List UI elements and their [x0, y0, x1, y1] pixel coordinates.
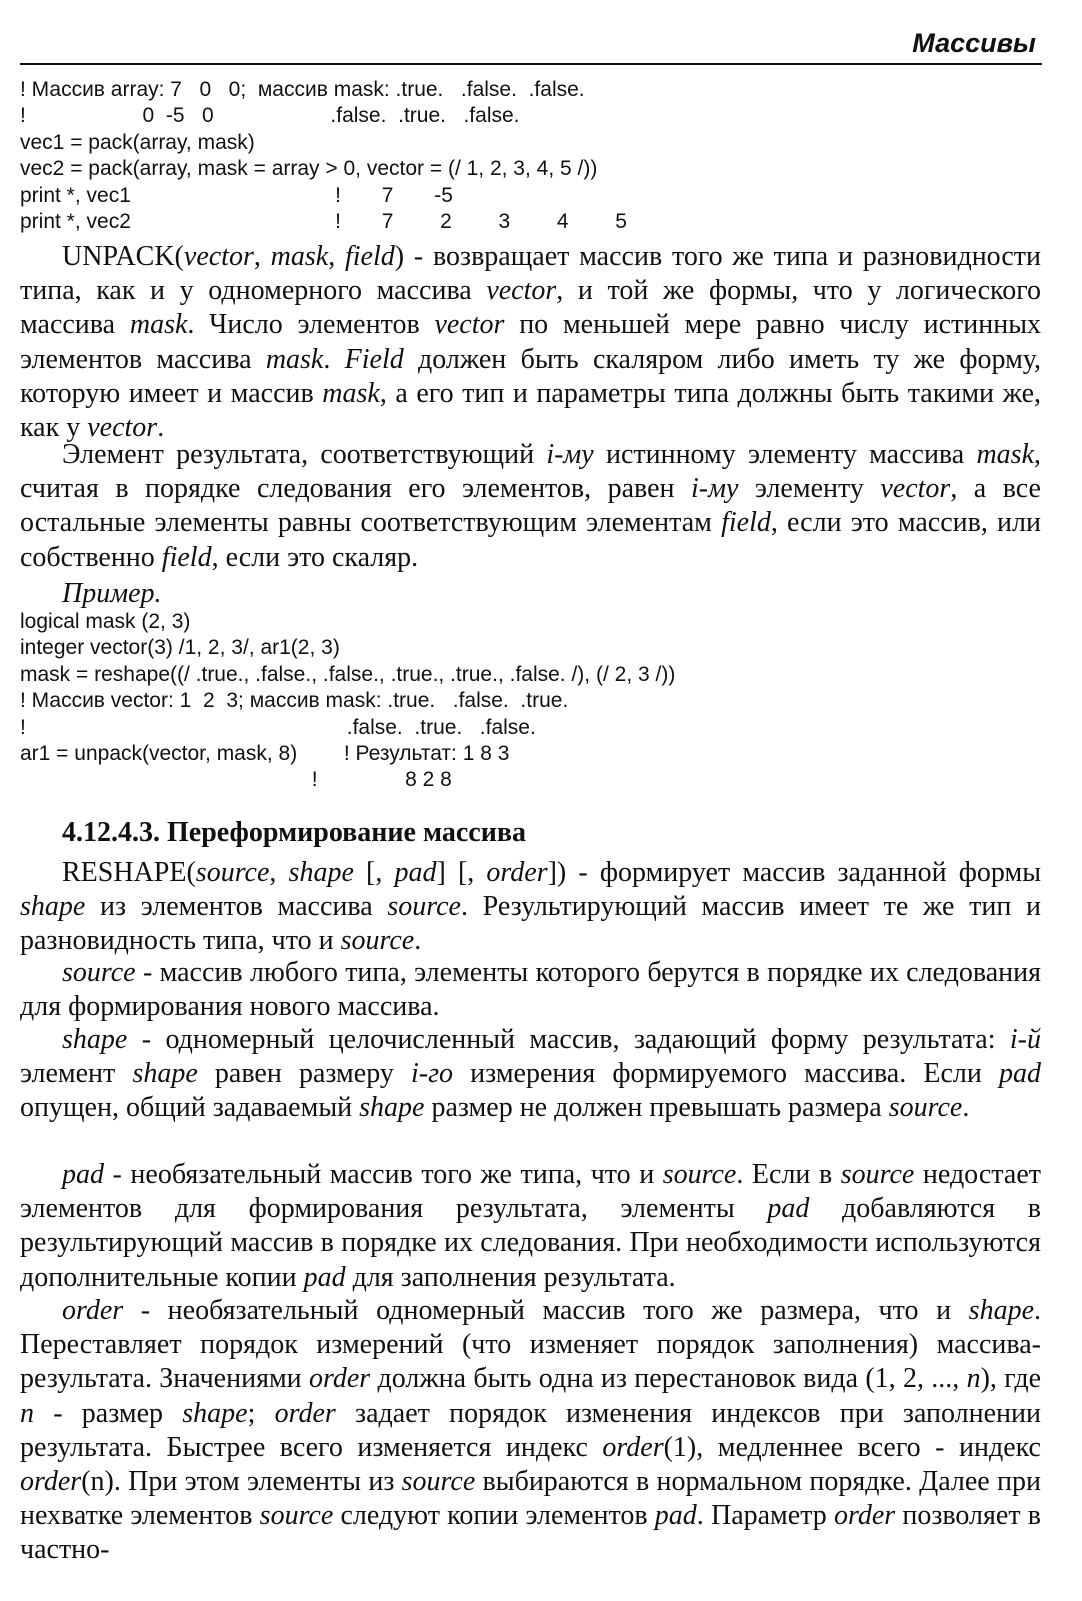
running-header-title: Массивы	[912, 28, 1036, 58]
source-param-description	[20, 956, 1041, 1024]
text-run: - массив любого типа, элементы которого берутся в порядке их следования для формирования нового массива.	[20, 957, 1041, 1023]
italic-term: shape	[968, 1295, 1034, 1326]
text-run: выбираются в нормальном порядке. Далее при нехватке элементов	[20, 1466, 1041, 1532]
text-run: добавляются в результирующий массив в порядке их следования. При необходимости используются дополнительные копии	[20, 1193, 1041, 1293]
text-run: .	[962, 1092, 970, 1124]
italic-term: shape	[132, 1058, 198, 1090]
text-run: . Результирующий массив имеет те же тип и разновидность типа, что и	[20, 891, 1041, 957]
italic-term: order	[20, 1466, 82, 1498]
italic-term: vector	[87, 412, 158, 444]
code-block-unpack	[20, 609, 675, 794]
italic-term: vector	[486, 275, 557, 307]
text-run: UNPACK(	[62, 241, 184, 272]
code-line: ! 0 -5 0 .false. .true. .false.	[20, 104, 520, 128]
section-heading: 4.12.4.3. Переформирование массива	[62, 817, 526, 848]
italic-term: field	[161, 541, 212, 573]
text-run: следуют копии элементов	[333, 1500, 655, 1532]
italic-term: source	[387, 891, 461, 923]
text-run: должна быть одна из перестановок вида (1, 2, ...,	[370, 1363, 967, 1395]
text-run: - одномерный целочисленный массив, задающий форму результата:	[127, 1024, 1010, 1055]
text-run: , считая в порядке следования его элементов, равен	[20, 439, 1041, 505]
text-run: RESHAPE(	[62, 857, 196, 888]
header-rule	[20, 63, 1042, 65]
text-run: , а его тип и параметры типа должны быть такими же, как у	[20, 377, 1041, 444]
italic-term: mask	[265, 343, 324, 375]
italic-term: i-му	[691, 473, 739, 505]
unpack-description	[20, 240, 1041, 445]
italic-term: i-му	[546, 439, 594, 470]
text-run: - необязательный массив того же типа, что и	[104, 1159, 663, 1190]
italic-term: field	[345, 241, 395, 272]
text-run: [,	[353, 857, 395, 888]
text-run: опущен, общий задаваемый	[20, 1092, 360, 1124]
text-run: .	[414, 925, 422, 957]
italic-term: order	[274, 1397, 336, 1429]
italic-term: source	[195, 857, 270, 888]
italic-term: vector	[183, 241, 254, 272]
text-run: .	[323, 343, 345, 375]
order-param-description	[20, 1294, 1041, 1568]
italic-term: mask	[270, 241, 329, 272]
text-run: истинному элементу массива	[593, 439, 977, 470]
italic-term: i-й	[1009, 1024, 1041, 1055]
code-line: print *, vec2 ! 7 2 3 4 5	[20, 210, 627, 234]
code-line: vec1 = pack(array, mask)	[20, 130, 255, 154]
italic-term: vector	[434, 309, 505, 341]
text-run: . Переставляет порядок измерений (что изменяет порядок заполнения) массива-результата. Значениями	[20, 1295, 1041, 1395]
italic-term: mask	[322, 377, 380, 409]
text-run: ;	[247, 1397, 275, 1429]
italic-term: pad	[62, 1159, 104, 1190]
text-run: задает порядок изменения индексов при заполнении результата. Быстрее всего изменяется индекс	[20, 1397, 1042, 1463]
italic-term: order	[486, 857, 548, 888]
italic-term: i-го	[410, 1058, 454, 1090]
text-run: элемент	[20, 1058, 133, 1090]
italic-term: shape	[62, 1024, 128, 1055]
text-run: - размер	[34, 1397, 183, 1429]
text-run: - необязательный одномерный массив того же размера, что и	[123, 1295, 969, 1326]
text-run: (n). При этом элементы из	[81, 1466, 402, 1498]
code-line: mask = reshape((/ .true., .false., .false., .true., .true., .false. /), (/ 2, 3 /))	[20, 662, 676, 686]
text-run: ,	[328, 241, 345, 272]
text-run: , если это скаляр.	[211, 541, 419, 573]
italic-term: pad	[767, 1193, 810, 1225]
text-run: ,	[253, 241, 271, 272]
italic-term: Field	[344, 343, 404, 375]
italic-term: order	[833, 1500, 896, 1532]
text-run: ), где	[980, 1363, 1042, 1395]
code-line: ! Массив array: 7 0 0; массив mask: .true. .false. .false.	[20, 78, 585, 101]
text-run: ]) - формирует массив заданной формы	[547, 857, 1042, 888]
italic-term: field	[721, 507, 771, 539]
shape-param-description	[20, 1023, 1041, 1126]
italic-term: source	[662, 1159, 737, 1190]
text-run: для заполнения результата.	[345, 1261, 676, 1293]
italic-term: order	[62, 1295, 124, 1326]
italic-term: n	[20, 1397, 34, 1429]
text-run: размер не должен превышать размера	[424, 1092, 889, 1124]
text-run: .	[157, 412, 165, 444]
text-run: . Параметр	[696, 1500, 834, 1532]
text-run: должен быть скаляром либо иметь ту же форму, которую имеет и массив	[20, 343, 1041, 409]
italic-term: source	[340, 925, 415, 957]
text-run: по меньшей мере равно числу истинных элементов массива	[20, 309, 1042, 375]
italic-term: shape	[288, 857, 354, 888]
example-label: Пример.	[62, 578, 162, 609]
italic-term: mask	[129, 309, 188, 341]
unpack-result-description	[20, 438, 1041, 575]
code-line: print *, vec1 ! 7 -5	[20, 183, 453, 207]
code-line: ! Массив vector: 1 2 3; массив mask: .true. .false. .true.	[20, 689, 569, 713]
pad-param-description	[20, 1158, 1041, 1295]
text-run: , если это массив, или собственно	[20, 507, 1041, 573]
italic-term: source	[401, 1466, 476, 1498]
code-line: vec2 = pack(array, mask = array > 0, vector = (/ 1, 2, 3, 4, 5 /))	[20, 157, 598, 181]
code-line: logical mask (2, 3)	[20, 610, 191, 633]
italic-term: mask	[976, 439, 1034, 470]
code-block-pack	[20, 77, 627, 235]
italic-term: order	[602, 1431, 664, 1463]
italic-term: source	[888, 1092, 963, 1124]
text-run: , и той же формы, что у логического массива	[20, 275, 1041, 341]
text-run: , а все остальные элементы равны соответствующим элементам	[20, 473, 1041, 539]
code-line: ! 8 2 8	[20, 768, 452, 792]
italic-term: shape	[20, 891, 86, 923]
italic-term: pad	[303, 1261, 346, 1293]
code-line: ar1 = unpack(vector, mask, 8) ! Результат: 1 8 3	[20, 742, 510, 766]
italic-term: pad	[999, 1058, 1042, 1090]
italic-term: n	[966, 1363, 981, 1395]
text-run: Элемент результата, соответствующий	[62, 439, 547, 470]
text-run: ] [,	[436, 857, 487, 888]
text-run: . Если в	[736, 1159, 841, 1190]
italic-term: order	[308, 1363, 371, 1395]
code-line: ! .false. .true. .false.	[20, 715, 536, 739]
text-run: равен размеру	[197, 1058, 411, 1090]
italic-term: pad	[654, 1500, 697, 1532]
code-line: integer vector(3) /1, 2, 3/, ar1(2, 3)	[20, 636, 340, 660]
italic-term: source	[62, 957, 136, 988]
italic-term: vector	[880, 473, 951, 505]
text-run: из элементов массива	[85, 891, 388, 923]
italic-term: source	[840, 1159, 915, 1190]
text-run: измерения формируемого массива. Если	[453, 1058, 1000, 1090]
text-run: ) - возвращает массив того же типа и разновидности типа, как и у одномерного массива	[20, 241, 1042, 307]
italic-term: shape	[182, 1397, 248, 1429]
italic-term: shape	[359, 1092, 425, 1124]
italic-term: source	[259, 1500, 334, 1532]
italic-term: pad	[394, 857, 437, 888]
reshape-description	[20, 856, 1041, 959]
text-run: недостает элементов для формирования результата, элементы	[20, 1159, 1041, 1225]
text-run: элементу	[738, 473, 881, 505]
text-run: ,	[269, 857, 289, 888]
text-run: . Число элементов	[187, 309, 435, 341]
text-run: (1), медленнее всего - индекс	[663, 1431, 1041, 1463]
text-run: позволяет в частно-	[20, 1500, 1041, 1566]
